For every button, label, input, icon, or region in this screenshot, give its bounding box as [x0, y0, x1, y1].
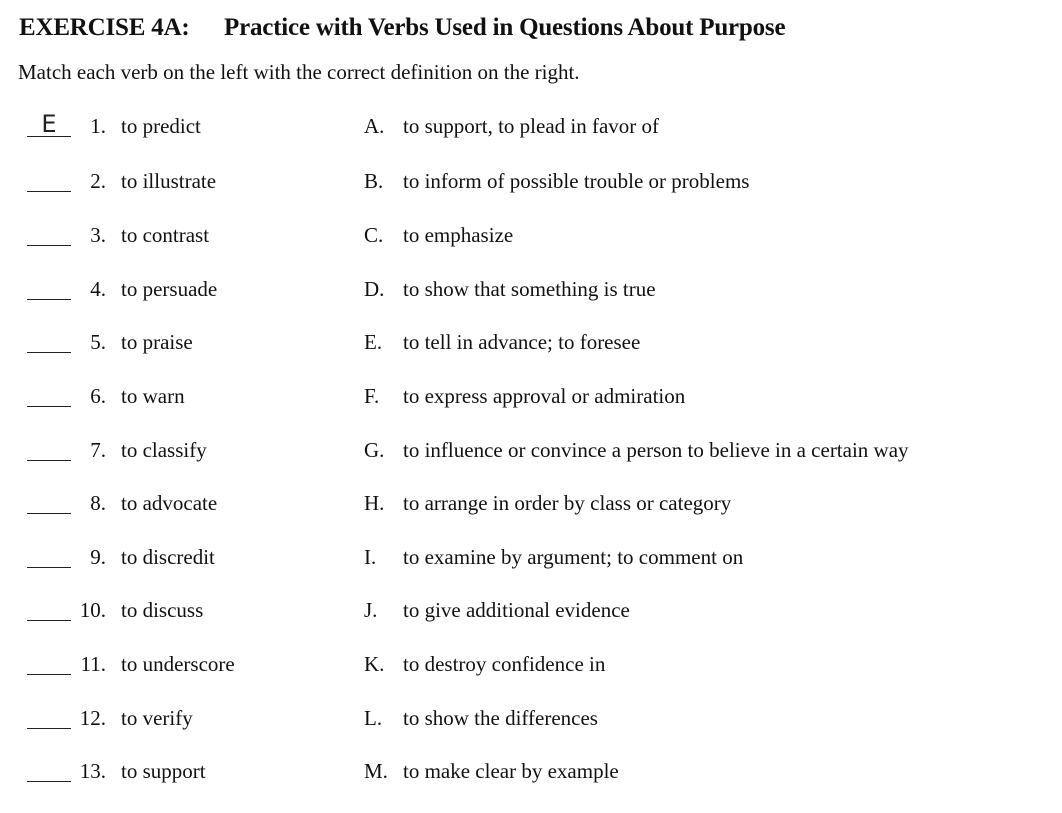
answer-blank[interactable]	[27, 700, 71, 729]
item-number: 11.	[80, 652, 106, 676]
item-number: 4.	[90, 277, 106, 301]
verb-text: to persuade	[121, 277, 218, 301]
definition-letter: C.	[364, 223, 384, 247]
match-row	[0, 217, 1062, 257]
item-number: 8.	[90, 491, 106, 515]
match-row	[0, 539, 1062, 579]
verb-text: to illustrate	[121, 169, 217, 193]
answer-blank[interactable]	[27, 646, 71, 675]
verb-text: to warn	[121, 384, 185, 408]
definition-letter: D.	[364, 277, 385, 301]
answer-blank[interactable]	[27, 485, 71, 514]
answer-blank[interactable]	[27, 753, 71, 782]
match-row	[0, 646, 1062, 686]
item-number: 3.	[90, 223, 106, 247]
match-row	[0, 378, 1062, 418]
verb-text: to predict	[121, 114, 201, 138]
definition-text: to arrange in order by class or category	[403, 491, 732, 515]
definition-letter: G.	[364, 438, 385, 462]
exercise-title: Practice with Verbs Used in Questions About Purpose	[224, 14, 786, 41]
match-row	[0, 163, 1062, 203]
item-number: 1.	[90, 114, 106, 138]
definition-letter: L.	[364, 706, 383, 730]
answer-blank[interactable]	[27, 163, 71, 192]
item-number: 2.	[90, 169, 106, 193]
definition-letter: A.	[364, 114, 385, 138]
exercise-heading	[19, 14, 785, 52]
match-row	[0, 753, 1062, 793]
definition-letter: E.	[364, 330, 383, 354]
definition-text: to tell in advance; to foresee	[403, 330, 641, 354]
definition-text: to make clear by example	[403, 759, 619, 783]
definition-text: to show the differences	[403, 706, 598, 730]
definition-text: to show that something is true	[403, 277, 656, 301]
answer-blank[interactable]	[27, 539, 71, 568]
item-number: 9.	[90, 545, 106, 569]
answer-blank[interactable]	[27, 592, 71, 621]
definition-letter: J.	[364, 598, 378, 622]
verb-text: to discredit	[121, 545, 215, 569]
verb-text: to underscore	[121, 652, 235, 676]
verb-text: to advocate	[121, 491, 218, 515]
answer-blank[interactable]	[27, 217, 71, 246]
match-row	[0, 485, 1062, 525]
answer-blank[interactable]	[27, 324, 71, 353]
item-number: 6.	[90, 384, 106, 408]
definition-letter: B.	[364, 169, 384, 193]
definition-letter: M.	[364, 759, 388, 783]
definition-letter: I.	[364, 545, 377, 569]
item-number: 7.	[90, 438, 106, 462]
verb-text: to classify	[121, 438, 207, 462]
answer-blank[interactable]	[27, 108, 71, 137]
match-row	[0, 108, 1062, 148]
item-number: 13.	[79, 759, 106, 783]
answer-blank[interactable]	[27, 378, 71, 407]
verb-text: to support	[121, 759, 206, 783]
item-number: 5.	[90, 330, 106, 354]
verb-text: to contrast	[121, 223, 210, 247]
definition-letter: H.	[364, 491, 385, 515]
definition-text: to give additional evidence	[403, 598, 630, 622]
match-row	[0, 324, 1062, 364]
definition-text: to destroy confidence in	[403, 652, 606, 676]
verb-text: to discuss	[121, 598, 204, 622]
exercise-instructions: Match each verb on the left with the correct definition on the right.	[18, 60, 580, 84]
match-row	[0, 432, 1062, 472]
verb-text: to praise	[121, 330, 193, 354]
definition-text: to emphasize	[403, 223, 514, 247]
definition-letter: F.	[364, 384, 380, 408]
definition-text: to influence or convince a person to believe in a certain way	[403, 438, 909, 462]
verb-text: to verify	[121, 706, 193, 730]
definition-text: to examine by argument; to comment on	[403, 545, 744, 569]
item-number: 10.	[79, 598, 106, 622]
definition-text: to inform of possible trouble or problems	[403, 169, 750, 193]
item-number: 12.	[79, 706, 106, 730]
match-row	[0, 592, 1062, 632]
definition-text: to express approval or admiration	[403, 384, 686, 408]
answer-blank[interactable]	[27, 432, 71, 461]
answer-blank[interactable]	[27, 271, 71, 300]
answer-text: E	[41, 110, 57, 138]
match-row	[0, 271, 1062, 311]
definition-text: to support, to plead in favor of	[403, 114, 660, 138]
definition-letter: K.	[364, 652, 385, 676]
match-row	[0, 700, 1062, 740]
exercise-label: EXERCISE 4A:	[19, 14, 190, 41]
